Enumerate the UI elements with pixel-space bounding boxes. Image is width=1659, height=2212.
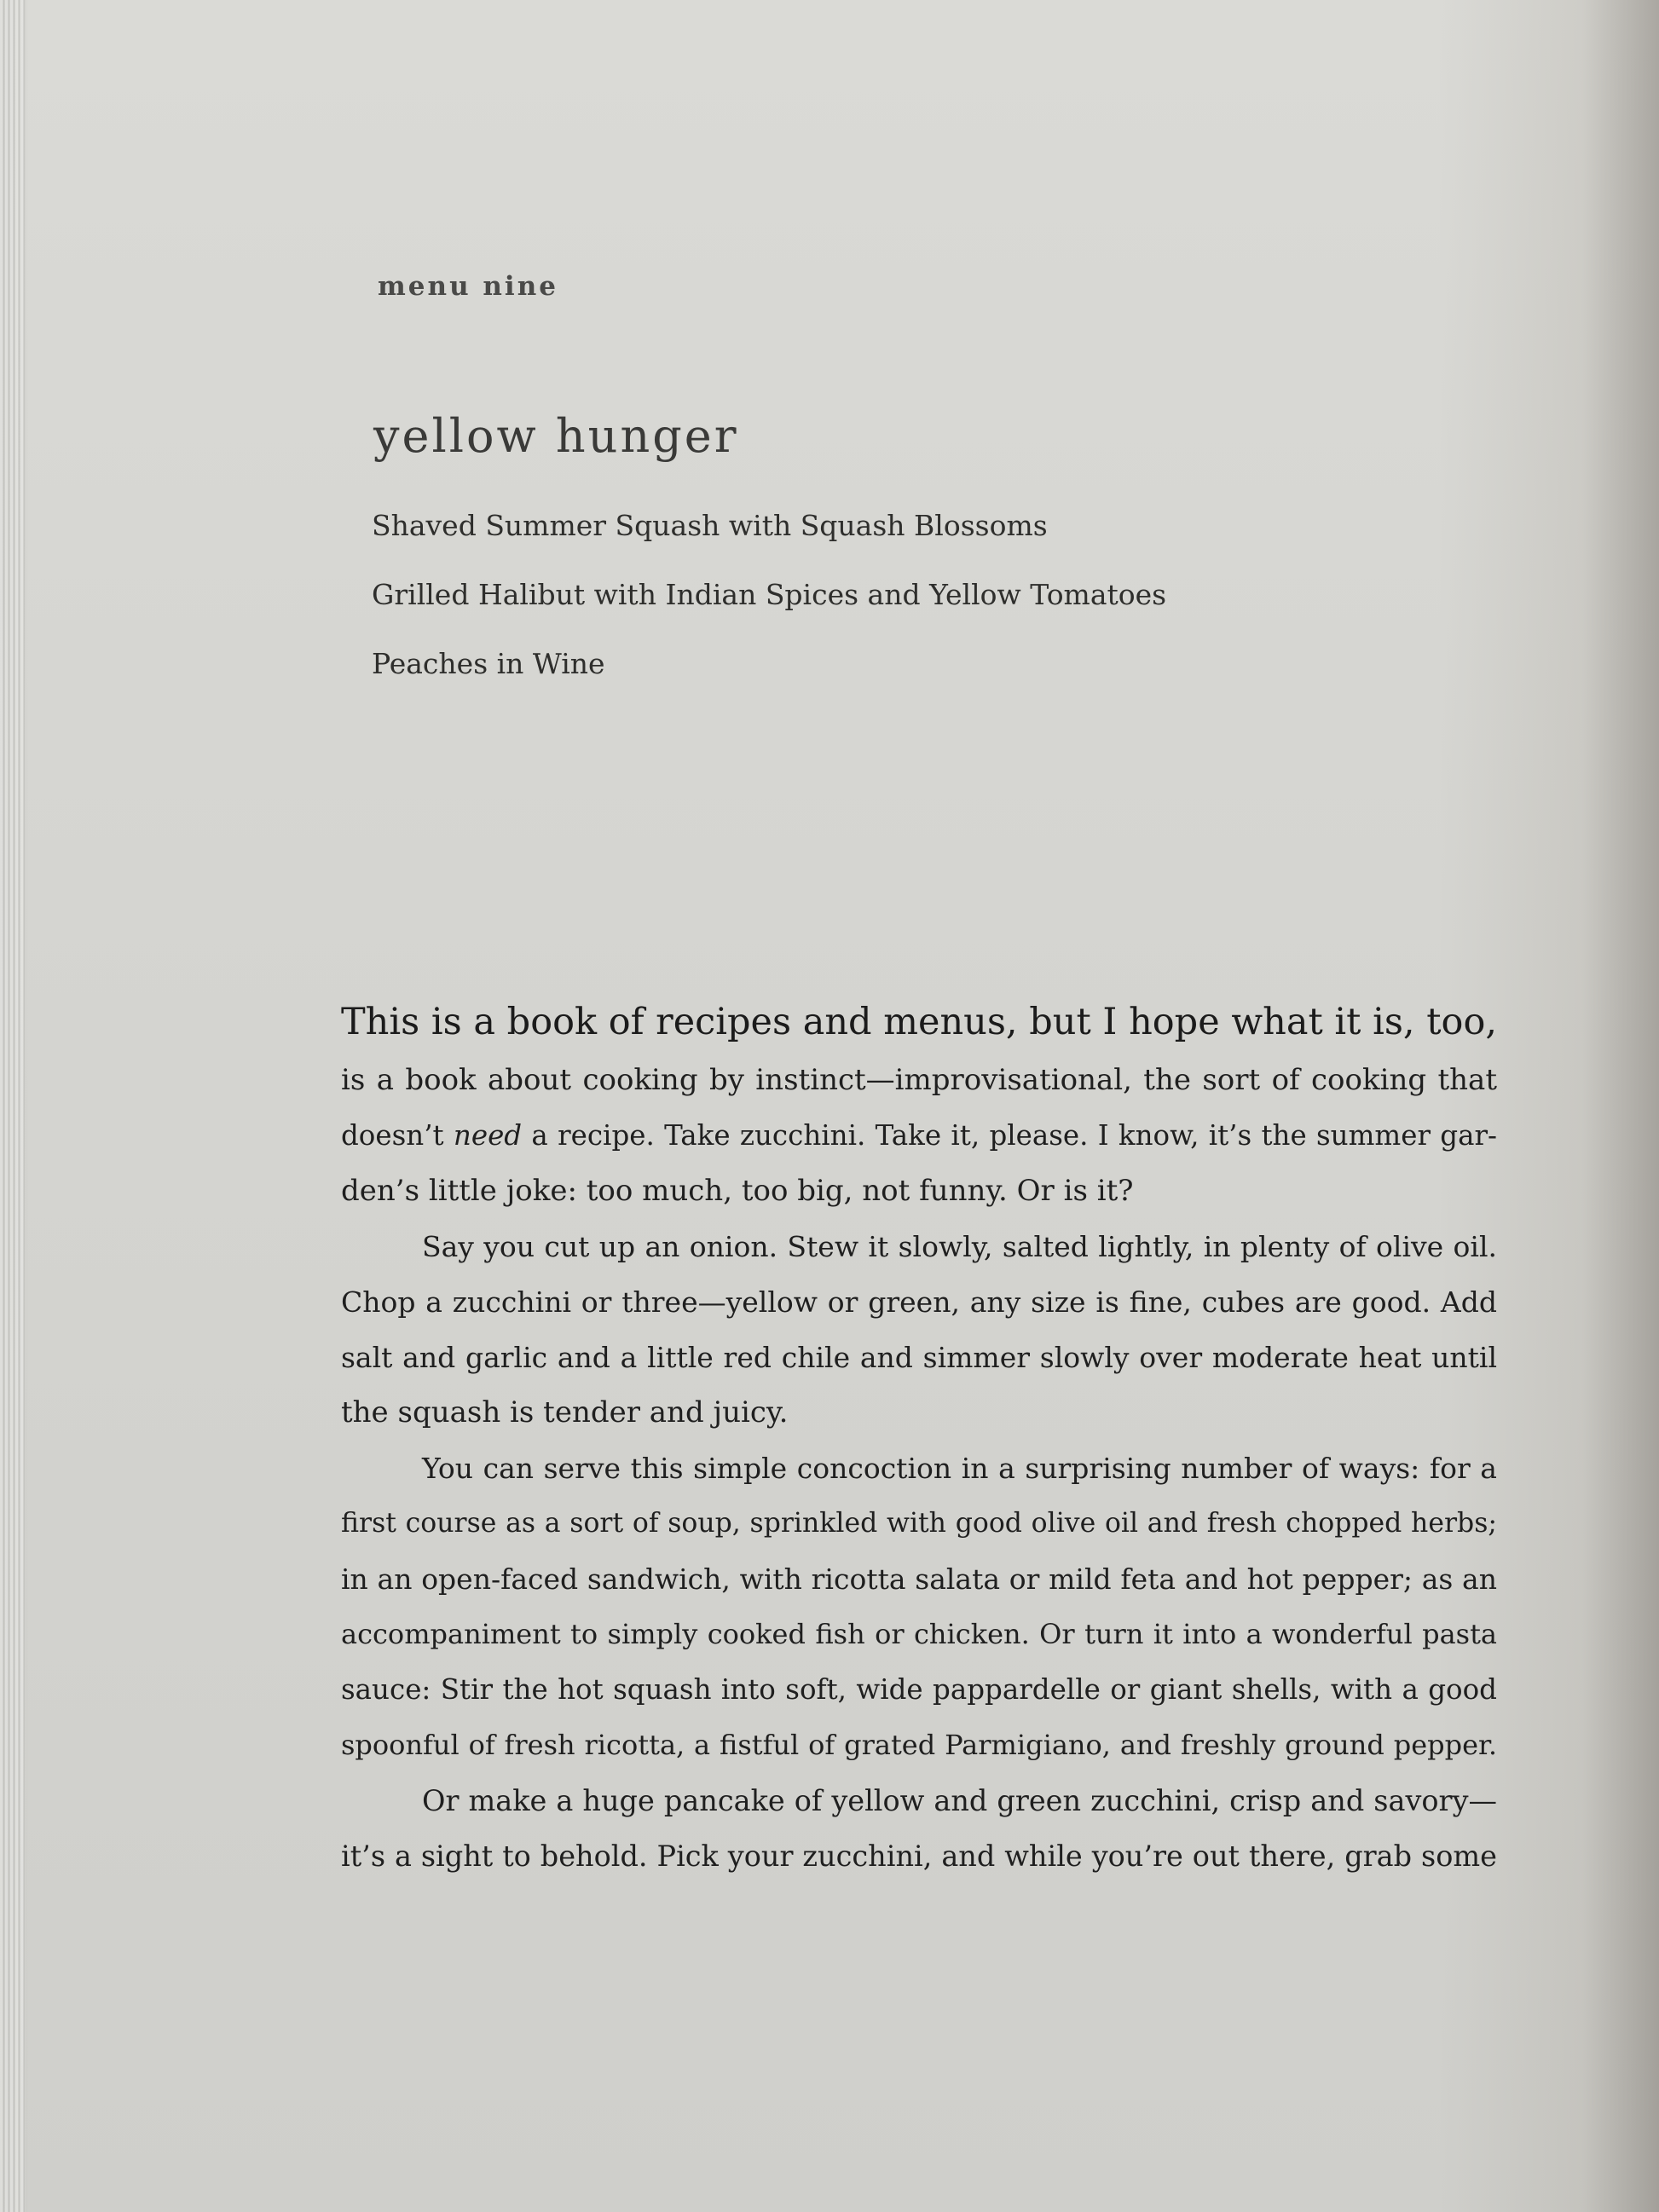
essay-text: doesn’t [341,1119,454,1152]
essay-line: You can serve this simple concoction in a surprising number of ways: for a [422,1452,1497,1485]
menu-label: menu nine [378,271,558,302]
essay-line [341,1108,1497,1164]
essay-line: den’s little joke: too much, too big, not funny. Or is it? [341,1174,1134,1208]
essay-body [341,991,1497,1884]
essay-line: spoonful of fresh ricotta, a fistful of grated Parmigiano, and freshly ground pepper. [341,1729,1497,1761]
menu-item: Grilled Halibut with Indian Spices and Yellow Tomatoes [372,578,1167,611]
essay-line: in an open-faced sandwich, with ricotta salata or mild feta and hot pepper; as an [341,1562,1497,1596]
essay-line: accompaniment to simply cooked fish or chicken. Or turn it into a wonderful pasta [341,1618,1497,1650]
essay-line: Say you cut up an onion. Stew it slowly, salted lightly, in plenty of olive oil. [422,1230,1497,1263]
essay-line: Chop a zucchini or three—yellow or green, any size is fine, cubes are good. Add [341,1285,1497,1319]
essay-line: the squash is tender and juicy. [341,1395,789,1429]
essay-lead-line: This is a book of recipes and menus, but I hope what it is, too, [341,1001,1497,1043]
essay-line: first course as a sort of soup, sprinkled with good olive oil and fresh chopped herbs; [341,1508,1497,1539]
essay-line: salt and garlic and a little red chile and simmer slowly over moderate heat until [341,1341,1497,1374]
essay-line: it’s a sight to behold. Pick your zucchini, and while you’re out there, grab some [341,1839,1497,1873]
menu-list [372,503,1166,710]
emphasis-text: need [453,1119,523,1152]
page-edge-stack [0,0,26,2212]
essay-line: is a book about cooking by instinct—improvisational, the sort of cooking that [341,1063,1497,1097]
essay-line: sauce: Stir the hot squash into soft, wide pappardelle or giant shells, with a good [341,1673,1497,1706]
essay-line: Or make a huge pancake of yellow and green zucchini, crisp and savory— [422,1784,1497,1817]
menu-title: yellow hunger [373,409,739,463]
essay-text: a recipe. Take zucchini. Take it, please. I know, it’s the summer gar- [522,1119,1498,1152]
menu-item: Peaches in Wine [372,647,605,680]
menu-item: Shaved Summer Squash with Squash Blossoms [372,509,1048,542]
